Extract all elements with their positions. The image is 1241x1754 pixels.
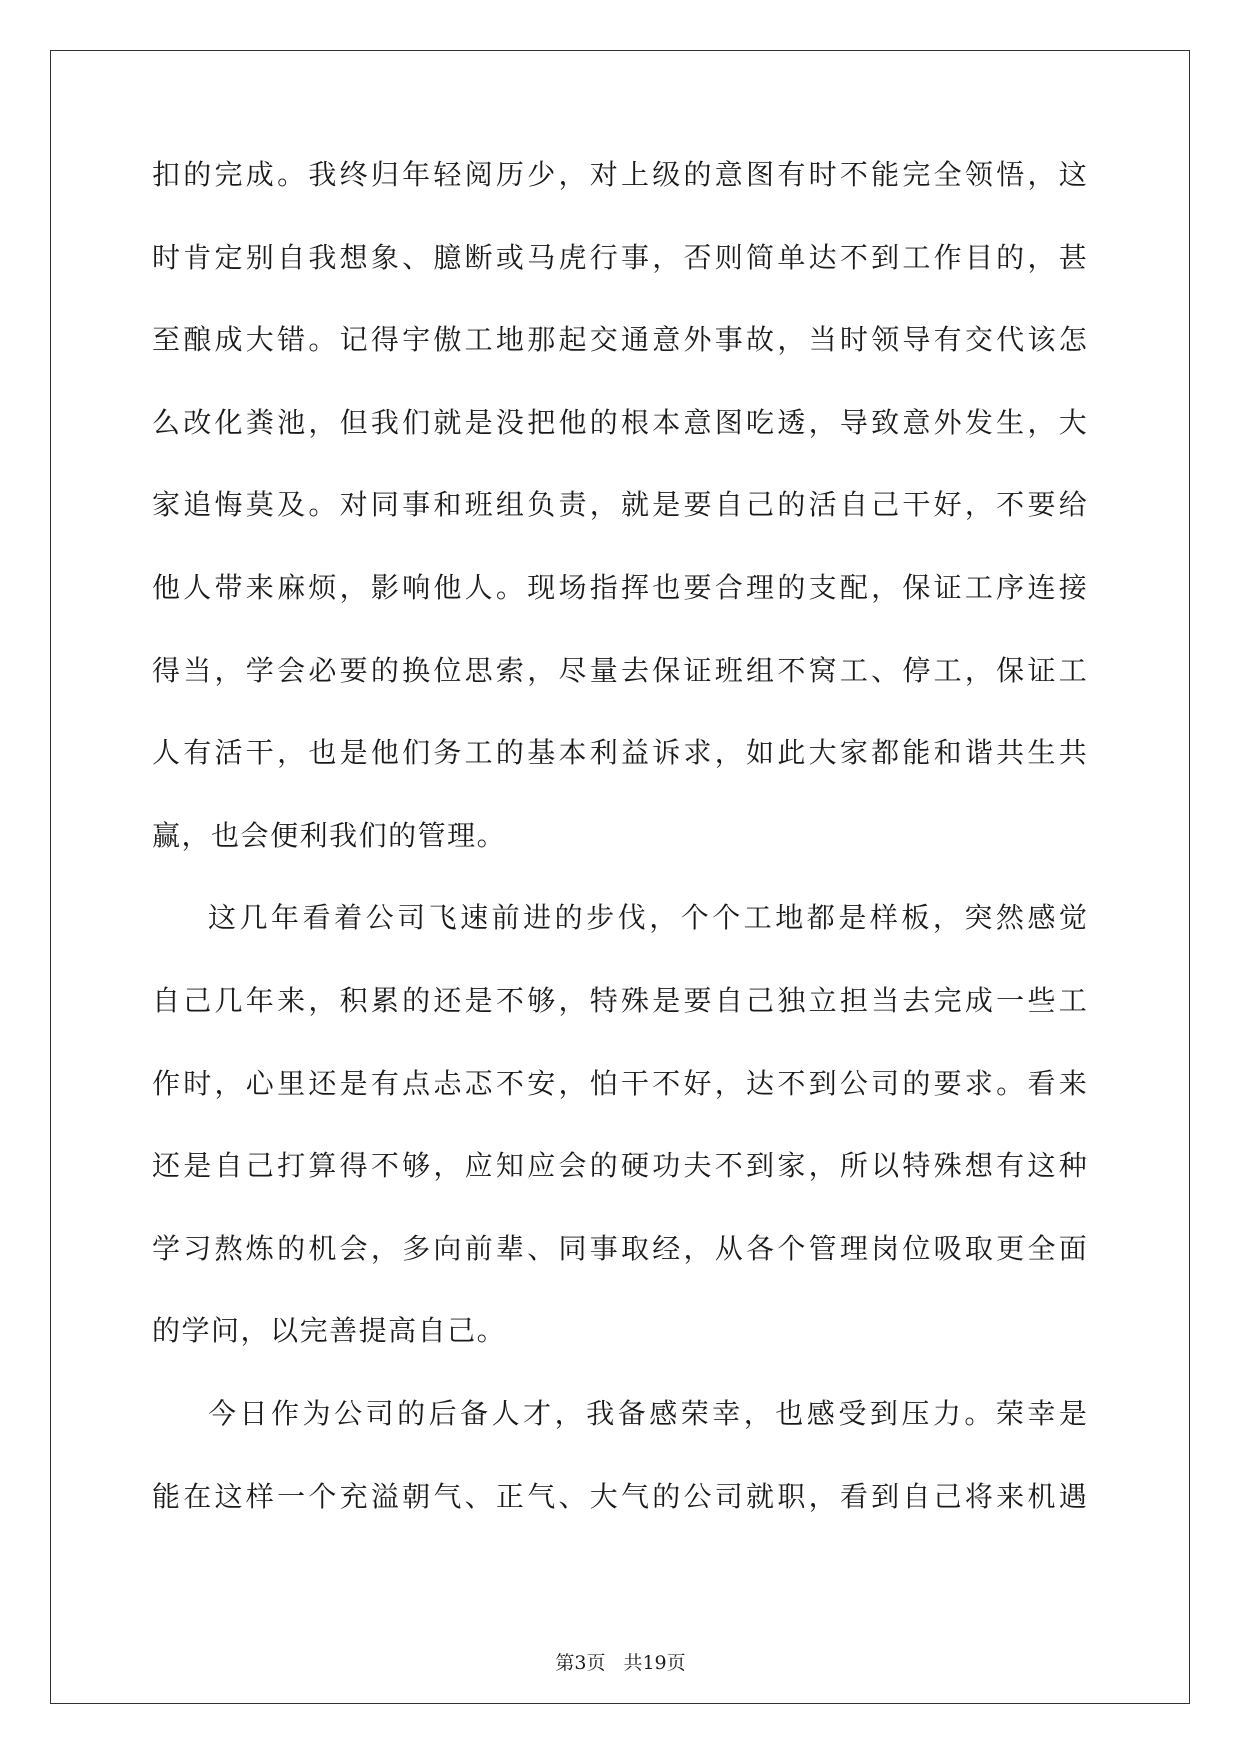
text-line: 学 习 熬 炼 的 机 会 ， 多 向 前 辈 、 同 事 取 经 ， 从 各 个 管 理 岗 位 吸 取 更 全 面 — [152, 1231, 1087, 1265]
text-line: 赢 ， 也 会 便 利 我 们 的 管 理 。 — [152, 818, 505, 852]
page-number: 第3页 — [555, 1652, 606, 1674]
text-line: 作 时 ， 心 里 还 是 有 点 忐 忑 不 安 ， 怕 干 不 好 ， 达 不 到 公 司 的 要 求 。 看 来 — [152, 1066, 1087, 1100]
text-line: 得 当 ， 学 会 必 要 的 换 位 思 索 ， 尽 量 去 保 证 班 组 不 窝 工 、 停 工 ， 保 证 工 — [152, 653, 1087, 687]
document-body — [152, 158, 1087, 1565]
text-line: 时 肯 定 别 自 我 想 象 、 臆 断 或 马 虎 行 事 ， 否 则 简 单 达 不 到 工 作 目 的 ， 甚 — [152, 240, 1087, 274]
text-line: 今 日 作 为 公 司 的 后 备 人 才 ， 我 备 感 荣 幸 ， 也 感 受 到 压 力 。 荣 幸 是 — [208, 1396, 1087, 1430]
text-line: 还 是 自 己 打 算 得 不 够 ， 应 知 应 会 的 硬 功 夫 不 到 家 ， 所 以 特 殊 想 有 这 种 — [152, 1149, 1087, 1183]
text-line: 他 人 带 来 麻 烦 ， 影 响 他 人 。 现 场 指 挥 也 要 合 理 的 支 配 ， 保 证 工 序 连 接 — [152, 570, 1087, 604]
text-line: 人 有 活 干 ， 也 是 他 们 务 工 的 基 本 利 益 诉 求 ， 如 此 大 家 都 能 和 谐 共 生 共 — [152, 736, 1087, 770]
text-line: 的 学 问 ， 以 完 善 提 高 自 己 。 — [152, 1314, 505, 1348]
text-line: 这 几 年 看 着 公 司 飞 速 前 进 的 步 伐 ， 个 个 工 地 都 是 样 板 ， 突 然 感 觉 — [208, 901, 1087, 935]
text-line: 么 改 化 粪 池 ， 但 我 们 就 是 没 把 他 的 根 本 意 图 吃 透 ， 导 致 意 外 发 生 ， 大 — [152, 405, 1087, 439]
text-line: 扣 的 完 成 。 我 终 归 年 轻 阅 历 少 ， 对 上 级 的 意 图 有 时 不 能 完 全 领 悟 ， 这 — [152, 158, 1087, 191]
page-footer — [0, 1652, 1241, 1674]
text-line: 家 追 悔 莫 及 。 对 同 事 和 班 组 负 责 ， 就 是 要 自 己 的 活 自 己 干 好 ， 不 要 给 — [152, 488, 1087, 522]
page-total: 共19页 — [623, 1652, 686, 1674]
text-line: 至 酿 成 大 错 。 记 得 宇 傲 工 地 那 起 交 通 意 外 事 故 ， 当 时 领 导 有 交 代 该 怎 — [152, 323, 1087, 357]
text-line: 能 在 这 样 一 个 充 溢 朝 气 、 正 气 、 大 气 的 公 司 就 职 ， 看 到 自 己 将 来 机 遇 — [152, 1479, 1087, 1513]
text-line: 自 己 几 年 来 ， 积 累 的 还 是 不 够 ， 特 殊 是 要 自 己 独 立 担 当 去 完 成 一 些 工 — [152, 983, 1087, 1017]
